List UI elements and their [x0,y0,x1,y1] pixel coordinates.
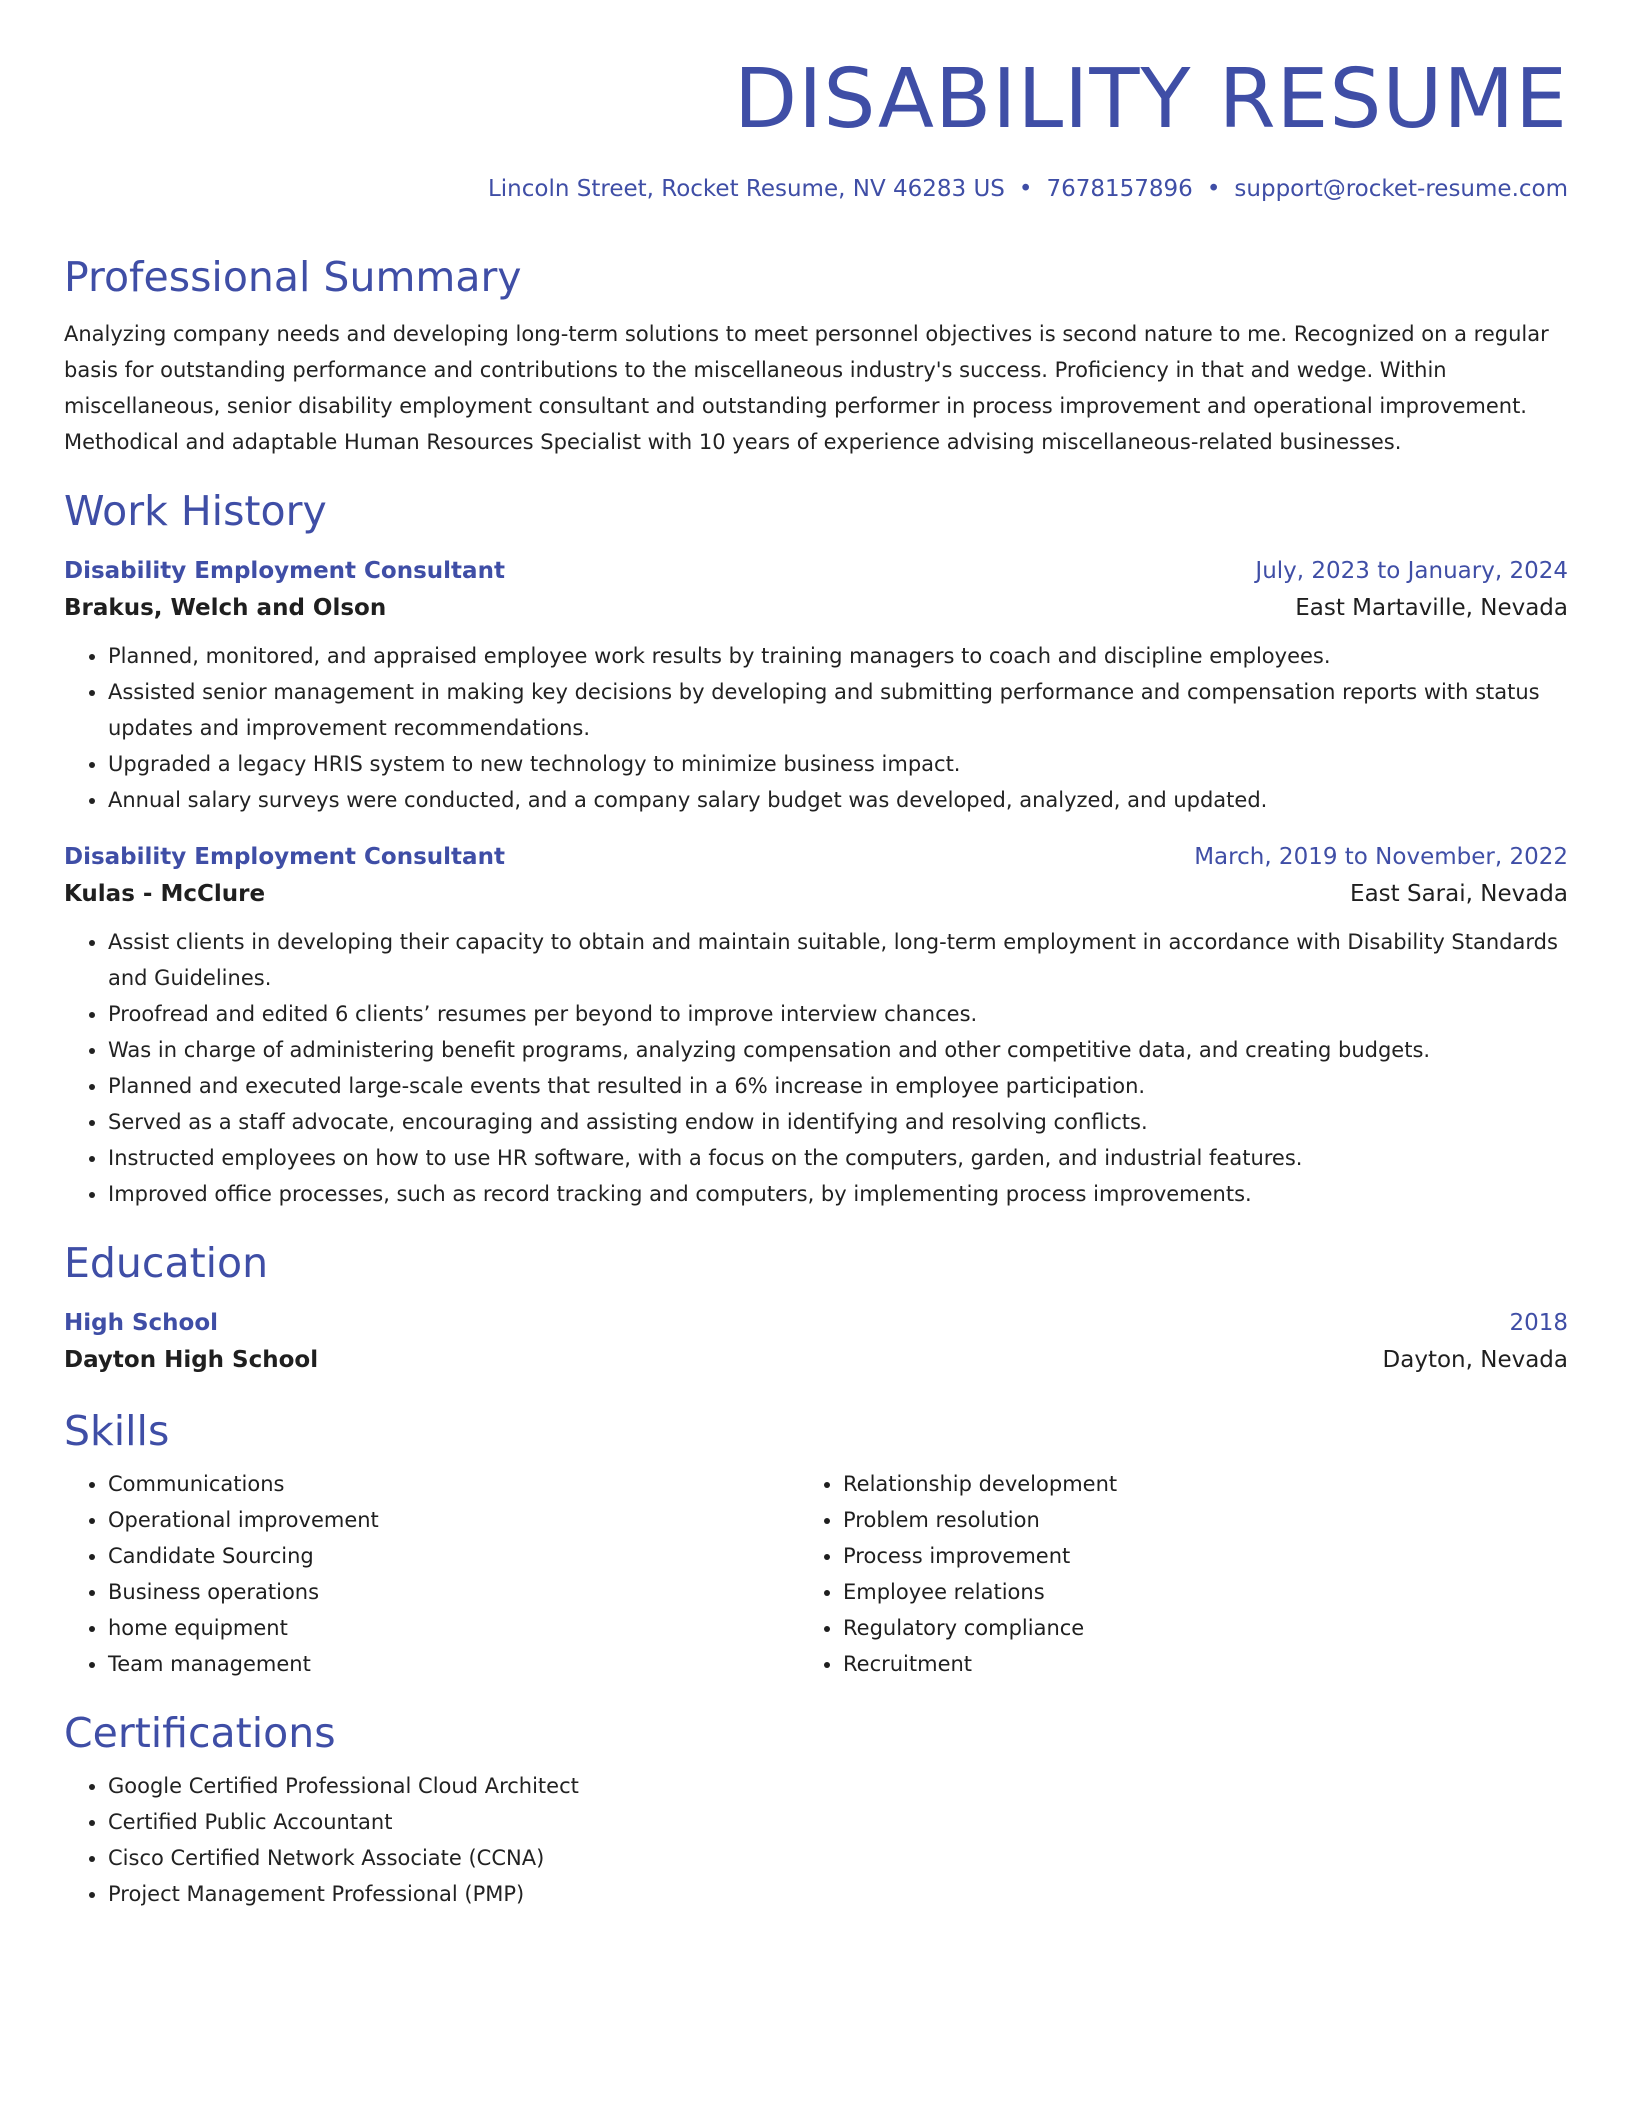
certifications-section [64,1708,1568,1912]
list-item: • Regulatory compliance [843,1610,1534,1646]
resume-name: DISABILITY RESUME [734,52,1568,147]
section-title-work: Work History [64,487,327,535]
list-item: • Operational improvement [108,1502,799,1538]
summary-section [64,252,1568,460]
skills-section [64,1406,1568,1682]
list-item: • Assisted senior management in making key decisions by developing and submitting performance and compensation reports with status updates and improvement recommendations. [108,674,1568,746]
list-item: • home equipment [108,1610,799,1646]
contact-email[interactable]: support@rocket-resume.com [1234,176,1568,202]
list-item: • Was in charge of administering benefit programs, analyzing compensation and other competitive data, and creating budgets. [108,1032,1568,1068]
list-item: • Upgraded a legacy HRIS system to new technology to minimize business impact. [108,746,1568,782]
job-employer: Brakus, Welch and Olson [64,595,387,621]
list-item: • Cisco Certified Network Associate (CCNA) [108,1840,1568,1876]
job-location: East Sarai, Nevada [1350,881,1568,907]
skills-column-right [799,1466,1534,1682]
education-school: Dayton High School [64,1347,319,1373]
skills-column-left [64,1466,799,1682]
contact-line [64,174,1568,204]
section-title-skills: Skills [64,1407,170,1455]
job-dates: March, 2019 to November, 2022 [1194,844,1568,870]
list-item: • Served as a staff advocate, encouraging and assisting endow in identifying and resolving conflicts. [108,1104,1568,1140]
education-year: 2018 [1509,1310,1568,1336]
contact-separator: • [1018,176,1033,202]
job-entry [64,840,1568,1212]
section-title-education: Education [64,1239,269,1287]
section-title-certifications: Certifications [64,1709,336,1757]
list-item: • Instructed employees on how to use HR software, with a focus on the computers, garden, and industrial features. [108,1140,1568,1176]
contact-separator: • [1206,176,1221,202]
list-item: • Problem resolution [843,1502,1534,1538]
list-item: • Business operations [108,1574,799,1610]
job-title: Disability Employment Consultant [64,558,505,584]
list-item: • Planned and executed large-scale events that resulted in a 6% increase in employee participation. [108,1068,1568,1104]
list-item: • Team management [108,1646,799,1682]
list-item: • Candidate Sourcing [108,1538,799,1574]
list-item: • Google Certified Professional Cloud Architect [108,1768,1568,1804]
list-item: • Recruitment [843,1646,1534,1682]
education-location: Dayton, Nevada [1382,1347,1568,1373]
list-item: • Project Management Professional (PMP) [108,1876,1568,1912]
section-title-summary: Professional Summary [64,253,522,301]
work-section [64,486,1568,1212]
contact-address: Lincoln Street, Rocket Resume, NV 46283 US [487,176,1005,202]
list-item: • Employee relations [843,1574,1534,1610]
list-item: • Process improvement [843,1538,1534,1574]
summary-text: Analyzing company needs and developing long-term solutions to meet personnel objectives is second nature to me. Recognized on a regular basis for outstanding performance and contributions to the miscellaneous industry's success. Proficiency in that and wedge. Within miscellaneous, senior disability employment consultant and outstanding performer in process improvement and operational improvement. Methodical and adaptable Human Resources Specialist with 10 years of experience advising miscellaneous-related businesses. [64,322,1549,454]
contact-phone: 7678157896 [1046,176,1193,202]
list-item: • Assist clients in developing their capacity to obtain and maintain suitable, long-term employment in accordance with Disability Standards and Guidelines. [108,924,1568,996]
job-employer: Kulas - McClure [64,881,266,907]
list-item: • Relationship development [843,1466,1534,1502]
job-location: East Martaville, Nevada [1295,595,1568,621]
job-title: Disability Employment Consultant [64,844,505,870]
job-dates: July, 2023 to January, 2024 [1255,558,1568,584]
job-entry [64,554,1568,818]
education-section [64,1238,1568,1380]
certifications-list [64,1768,1568,1912]
list-item: • Certified Public Accountant [108,1804,1568,1840]
job-bullets [64,638,1568,818]
list-item: • Annual salary surveys were conducted, and a company salary budget was developed, analyzed, and updated. [108,782,1568,818]
education-degree: High School [64,1310,219,1336]
list-item: • Planned, monitored, and appraised employee work results by training managers to coach and discipline employees. [108,638,1568,674]
list-item: • Proofread and edited 6 clients’ resumes per beyond to improve interview chances. [108,996,1568,1032]
skills-grid [64,1466,1568,1682]
list-item: • Communications [108,1466,799,1502]
list-item: • Improved office processes, such as record tracking and computers, by implementing process improvements. [108,1176,1568,1212]
job-bullets [64,924,1568,1212]
